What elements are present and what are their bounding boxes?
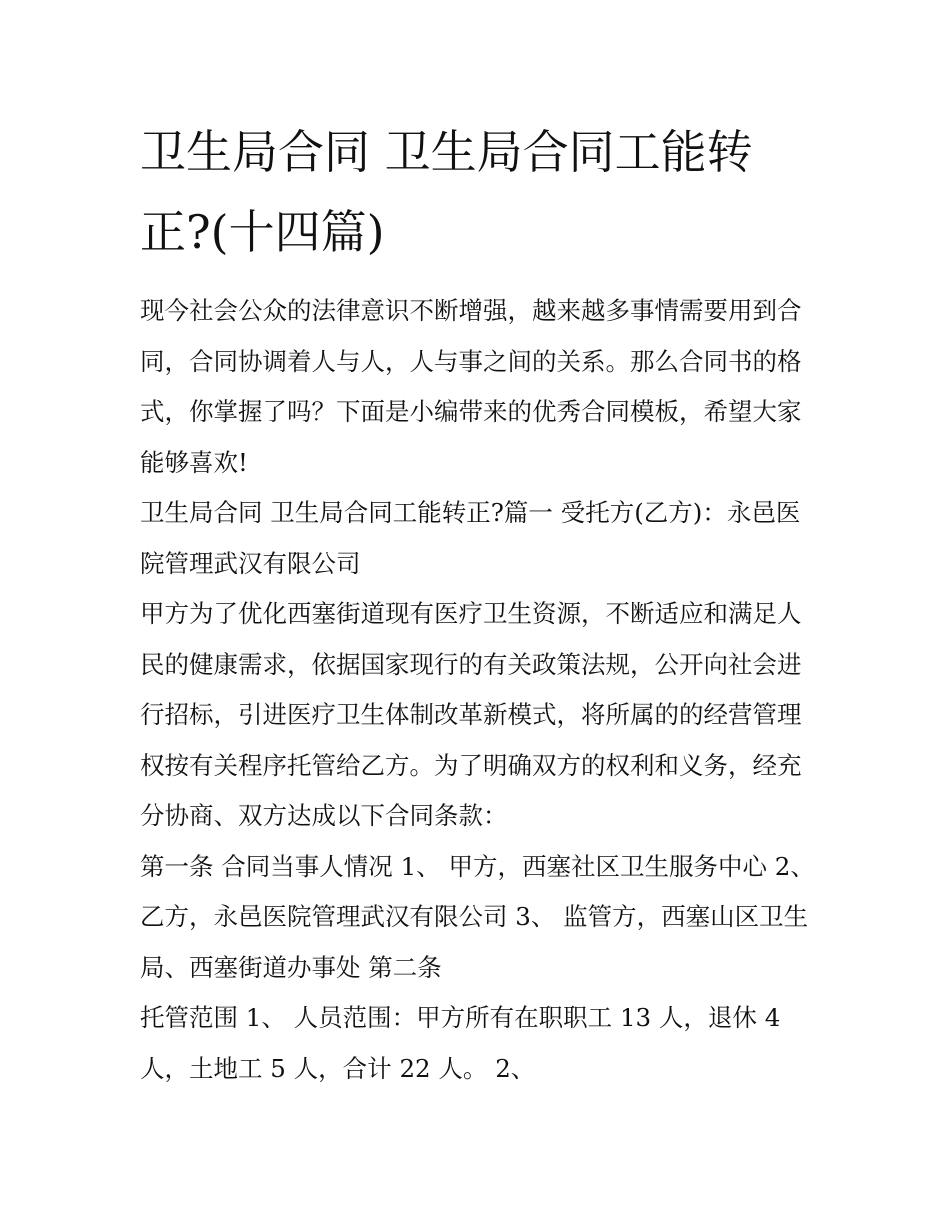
paragraph-purpose: 甲方为了优化西塞街道现有医疗卫生资源，不断适应和满足人民的健康需求，依据国家现行的有关政策法规，公开向社会进行招标，引进医疗卫生体制改革新模式，将所属的的经营管理权按有关程序托管给乙方。为了明确双方的权利和义务，经充分协商、双方达成以下合同条款： — [140, 599, 802, 830]
paragraph-section-one-heading: 卫生局合同 卫生局合同工能转正?篇一 受托方(乙方)：永邑医院管理武汉有限公司 — [140, 498, 801, 578]
paragraph-article-one: 第一条 合同当事人情况 1、 甲方，西塞社区卫生服务中心 2、乙方，永邑医院管理武汉有限公司 3、 监管方，西塞山区卫生局、西塞街道办事处 第二条 — [140, 851, 815, 982]
document-title: 卫生局合同 卫生局合同工能转正?(十四篇) — [140, 125, 753, 259]
paragraph-scope: 托管范围 1、 人员范围：甲方所有在职职工 13 人，退休 4 人，土地工 5 人，合计 22 人。 2、 — [140, 1003, 789, 1083]
paragraph-intro: 现今社会公众的法律意识不断增强，越来越多事情需要用到合同，合同协调着人与人，人与事之间的关系。那么合同书的格式，你掌握了吗？下面是小编带来的优秀合同模板，希望大家能够喜欢! — [140, 296, 802, 477]
document-page — [140, 112, 820, 1094]
